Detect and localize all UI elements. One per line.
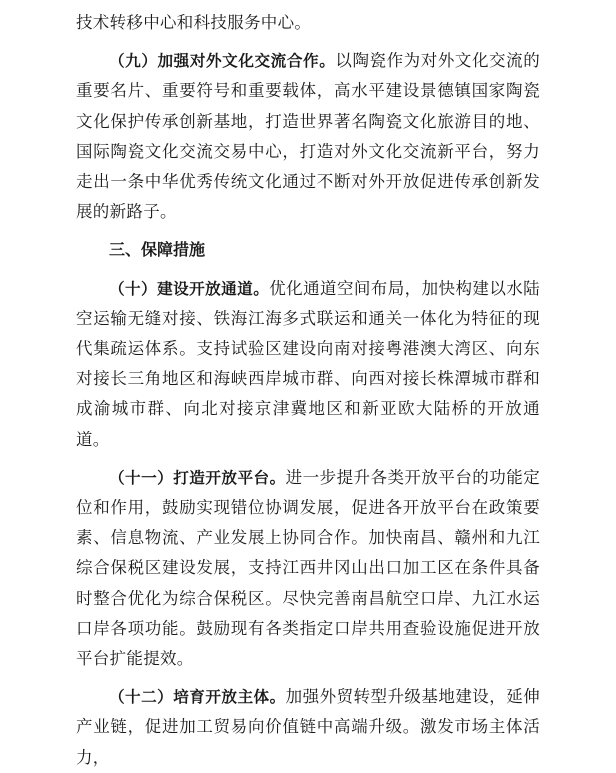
- paragraph-text: 加强外贸转型升级基地建设，延伸产业链，促进加工贸易向价值链中高端升级。激发市场主体活力，: [76, 687, 540, 767]
- paragraph-text: 技术转移中心和科技服务中心。: [76, 13, 312, 32]
- item-label: （九）加强对外文化交流合作。: [109, 52, 336, 71]
- item-label: （十一）打造开放平台。: [109, 468, 286, 487]
- paragraph-item-9: [76, 46, 540, 227]
- paragraph-item-12: [76, 682, 540, 773]
- section-heading: 三、保障措施: [109, 240, 206, 260]
- paragraph-text: 进一步提升各类开放平台的功能定位和作用，鼓励实现错位协调发展，促进各开放平台在政策要素、信息物流、产业发展上协同合作。加快南昌、赣州和九江综合保税区建设发展，支持江西井冈山出口加工区在条件具备时整合优化为综合保税区。尽快完善南昌航空口岸、九江水运口岸各项功能。鼓励现有各类指定口岸共用查验设施促进开放平台扩能提效。: [76, 467, 540, 669]
- paragraph-item-10: [76, 274, 540, 455]
- paragraph-continuation: [76, 8, 540, 38]
- item-label: （十）建设开放通道。: [109, 279, 270, 298]
- document-page: [76, 0, 540, 773]
- item-label: （十二）培育开放主体。: [109, 688, 286, 707]
- paragraph-text: 优化通道空间布局，加快构建以水陆空运输无缝对接、铁海江海多式联运和通关一体化为特征的现代集疏运体系。支持试验区建设向南对接粤港澳大湾区、向东对接长三角地区和海峡西岸城市群、向西对接长株潭城市群和成渝城市群、向北对接京津冀地区和新亚欧大陆桥的开放通道。: [76, 278, 540, 449]
- paragraph-item-11: [76, 463, 540, 674]
- paragraph-text: 以陶瓷作为对外文化交流的重要名片、重要符号和重要载体，高水平建设景德镇国家陶瓷文化保护传承创新基地，打造世界著名陶瓷文化旅游目的地、国际陶瓷文化交流交易中心，打造对外文化交流新平台，努力走出一条中华优秀传统文化通过不断对外开放促进传承创新发展的新路子。: [76, 51, 540, 222]
